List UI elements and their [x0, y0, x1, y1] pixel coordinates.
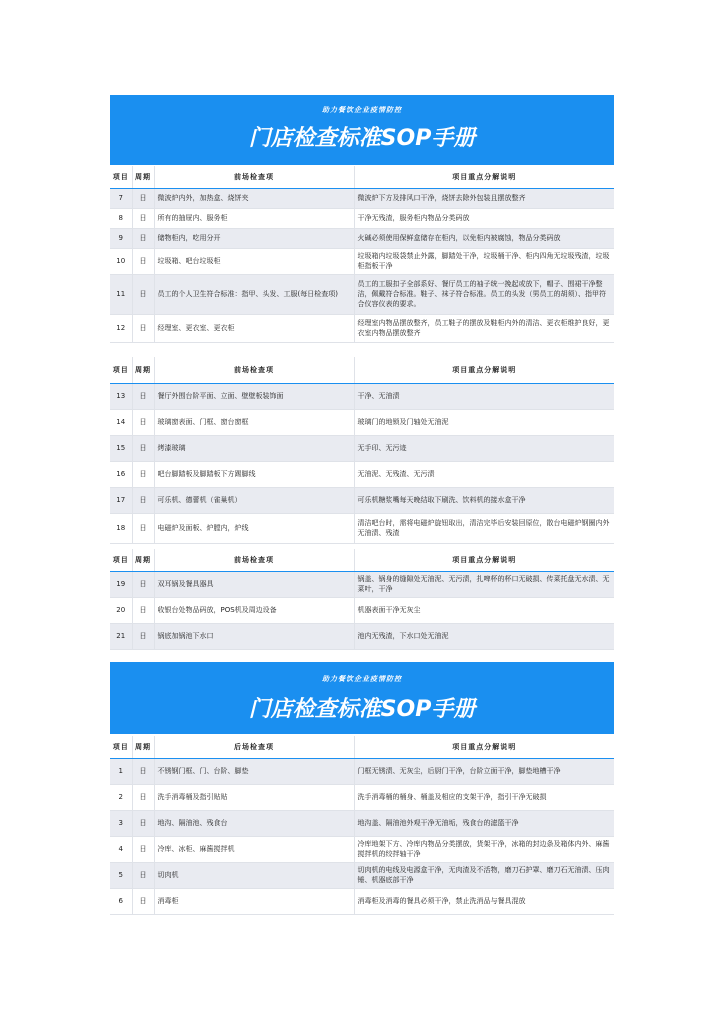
header-points: 项目重点分解说明 [354, 166, 614, 188]
row-number: 7 [110, 188, 132, 208]
header-points: 项目重点分解说明 [354, 357, 614, 383]
table-row [110, 274, 614, 314]
row-cycle: 日 [132, 836, 154, 862]
row-cycle: 日 [132, 487, 154, 513]
row-number: 3 [110, 810, 132, 836]
row-number: 18 [110, 513, 132, 543]
row-points: 消毒柜及消毒的餐具必须干净，禁止洗消品与餐具混放 [354, 888, 614, 914]
row-points: 无油泥、无残渣、无污渍 [354, 461, 614, 487]
row-cycle: 日 [132, 314, 154, 342]
row-item: 锅底加锅池下水口 [154, 623, 354, 649]
row-cycle: 日 [132, 208, 154, 228]
row-number: 1 [110, 758, 132, 784]
row-item: 垃圾箱、吧台垃圾柜 [154, 248, 354, 274]
header-banner [110, 662, 614, 734]
row-cycle: 日 [132, 248, 154, 274]
row-number: 6 [110, 888, 132, 914]
table-row [110, 248, 614, 274]
row-item: 收银台处物品码放，POS机及周边设备 [154, 597, 354, 623]
row-points: 火碱必须使用保鲜盒储存在柜内，以免柜内被腐蚀，物品分类码放 [354, 228, 614, 248]
table-row [110, 571, 614, 597]
row-item: 所有的抽屉内、服务柜 [154, 208, 354, 228]
table-row [110, 435, 614, 461]
row-number: 11 [110, 274, 132, 314]
row-number: 5 [110, 862, 132, 888]
table-row [110, 862, 614, 888]
header-points: 项目重点分解说明 [354, 549, 614, 571]
table-row [110, 188, 614, 208]
row-item: 烤漆玻璃 [154, 435, 354, 461]
row-points: 干净无残渣，服务柜内物品分类码放 [354, 208, 614, 228]
row-points: 切肉机的电线及电源盒干净，无肉渣及不活物，磨刀石护罩、磨刀石无油渍、压肉锤、机器底部干净 [354, 862, 614, 888]
header-banner [110, 95, 614, 165]
row-item: 微波炉内外，加热盒、烧饼夹 [154, 188, 354, 208]
row-cycle: 日 [132, 461, 154, 487]
row-cycle: 日 [132, 784, 154, 810]
table-row [110, 810, 614, 836]
table-row [110, 409, 614, 435]
row-number: 21 [110, 623, 132, 649]
row-cycle: 日 [132, 862, 154, 888]
header-cycle: 周期 [132, 736, 154, 758]
banner-title: 门店检查标准SOP手册 [248, 697, 476, 722]
table-row [110, 314, 614, 342]
row-number: 15 [110, 435, 132, 461]
row-cycle: 日 [132, 597, 154, 623]
row-points: 干净、无油渍 [354, 383, 614, 409]
header-no: 项目 [110, 357, 132, 383]
front-inspection-table [110, 549, 614, 650]
header-no: 项目 [110, 736, 132, 758]
table-row [110, 461, 614, 487]
row-number: 10 [110, 248, 132, 274]
row-points: 玻璃门的地锁及门轴处无油泥 [354, 409, 614, 435]
row-number: 13 [110, 383, 132, 409]
row-number: 20 [110, 597, 132, 623]
row-points: 门框无锈渍、无灰尘，后厨门干净，台阶立面干净，脚垫地槽干净 [354, 758, 614, 784]
row-cycle: 日 [132, 435, 154, 461]
row-item: 不锈钢门框、门、台阶、脚垫 [154, 758, 354, 784]
header-no: 项目 [110, 166, 132, 188]
banner-subtitle: 助力餐饮企业疫情防控 [322, 106, 402, 114]
row-item: 地沟、隔油池、残食台 [154, 810, 354, 836]
banner-title: 门店检查标准SOP手册 [248, 126, 476, 151]
row-cycle: 日 [132, 571, 154, 597]
row-cycle: 日 [132, 810, 154, 836]
header-item: 前场检查项 [154, 549, 354, 571]
table-row [110, 784, 614, 810]
row-number: 9 [110, 228, 132, 248]
row-number: 2 [110, 784, 132, 810]
header-no: 项目 [110, 549, 132, 571]
row-item: 切肉机 [154, 862, 354, 888]
header-cycle: 周期 [132, 549, 154, 571]
row-cycle: 日 [132, 513, 154, 543]
row-item: 经理室、更衣室、更衣柜 [154, 314, 354, 342]
header-item: 后场检查项 [154, 736, 354, 758]
row-cycle: 日 [132, 228, 154, 248]
banner-subtitle: 助力餐饮企业疫情防控 [322, 675, 402, 683]
row-item: 双耳锅及餐具器具 [154, 571, 354, 597]
row-item: 餐厅外围台阶平面、立面、壁壁板装饰面 [154, 383, 354, 409]
table-row [110, 623, 614, 649]
row-cycle: 日 [132, 409, 154, 435]
row-cycle: 日 [132, 383, 154, 409]
row-points: 微波炉下方及排风口干净，烧饼去除外包装且摆放整齐 [354, 188, 614, 208]
row-number: 16 [110, 461, 132, 487]
row-points: 清洁吧台时，需将电磁炉旋钮取出，清洁完毕后安装回原位，散台电磁炉钢圈内外无油渍、残渣 [354, 513, 614, 543]
row-points: 可乐机糖浆嘴每天晚结取下刷洗、饮料机的接水盒干净 [354, 487, 614, 513]
row-number: 8 [110, 208, 132, 228]
row-cycle: 日 [132, 888, 154, 914]
table-row [110, 513, 614, 543]
front-inspection-table [110, 357, 614, 544]
table-row [110, 208, 614, 228]
row-item: 消毒柜 [154, 888, 354, 914]
row-points: 洗手消毒桶的桶身、桶盖及相应的支架干净，指引干净无破损 [354, 784, 614, 810]
header-cycle: 周期 [132, 166, 154, 188]
row-number: 4 [110, 836, 132, 862]
row-points: 池内无残渣，下水口处无油泥 [354, 623, 614, 649]
row-points: 垃圾箱内垃圾袋禁止外露，脚踏处干净，垃圾桶干净、柜内四角无垃圾残渣，垃圾柜指板干净 [354, 248, 614, 274]
row-item: 可乐机、德蕾机（雀巢机） [154, 487, 354, 513]
front-inspection-table [110, 166, 614, 343]
back-inspection-table [110, 736, 614, 915]
row-points: 锅盖、锅身的缝隙处无油泥、无污渍，扎啤杯的杯口无破损、传菜托盘无水渍、无菜叶，干净 [354, 571, 614, 597]
table-row [110, 228, 614, 248]
row-number: 14 [110, 409, 132, 435]
table-row [110, 487, 614, 513]
row-points: 经理室内物品摆放整齐，员工鞋子的摆放及鞋柜内外的清洁、更衣柜维护良好，更衣室内物品摆放整齐 [354, 314, 614, 342]
table-row [110, 836, 614, 862]
table-row [110, 383, 614, 409]
row-cycle: 日 [132, 188, 154, 208]
row-number: 17 [110, 487, 132, 513]
row-points: 冷库地架下方、冷库内物品分类摆放，货架干净，冰箱的封边条及箱体内外、麻酱搅拌机的绞拌轴干净 [354, 836, 614, 862]
row-item: 员工的个人卫生符合标准：指甲、头发、工服(每日检查项) [154, 274, 354, 314]
header-item: 前场检查项 [154, 166, 354, 188]
table-row [110, 888, 614, 914]
row-points: 机器表面干净无灰尘 [354, 597, 614, 623]
row-cycle: 日 [132, 623, 154, 649]
row-item: 洗手消毒桶及指引贴贴 [154, 784, 354, 810]
row-item: 冷库、冰柜、麻酱搅拌机 [154, 836, 354, 862]
row-item: 吧台脚踏板及脚踏板下方踢脚线 [154, 461, 354, 487]
table-row [110, 597, 614, 623]
header-cycle: 周期 [132, 357, 154, 383]
row-item: 储物柜内，吃用分开 [154, 228, 354, 248]
row-item: 玻璃窗表面、门框、窗台窗框 [154, 409, 354, 435]
header-item: 前场检查项 [154, 357, 354, 383]
row-item: 电磁炉及面板、炉膛内，炉线 [154, 513, 354, 543]
row-points: 员工的工服扣子全部系好、餐厅员工的袖子统一挽起或放下，帽子、围裙干净整洁，佩戴符合标准。鞋子、袜子符合标准。员工的头发（男员工的胡须）、指甲符合仪容仪表的要求。 [354, 274, 614, 314]
row-cycle: 日 [132, 274, 154, 314]
header-points: 项目重点分解说明 [354, 736, 614, 758]
row-cycle: 日 [132, 758, 154, 784]
row-points: 无手印、无污迹 [354, 435, 614, 461]
table-row [110, 758, 614, 784]
row-number: 19 [110, 571, 132, 597]
row-points: 地沟盖、隔油池外观干净无油垢，残食台的滤篮干净 [354, 810, 614, 836]
row-number: 12 [110, 314, 132, 342]
